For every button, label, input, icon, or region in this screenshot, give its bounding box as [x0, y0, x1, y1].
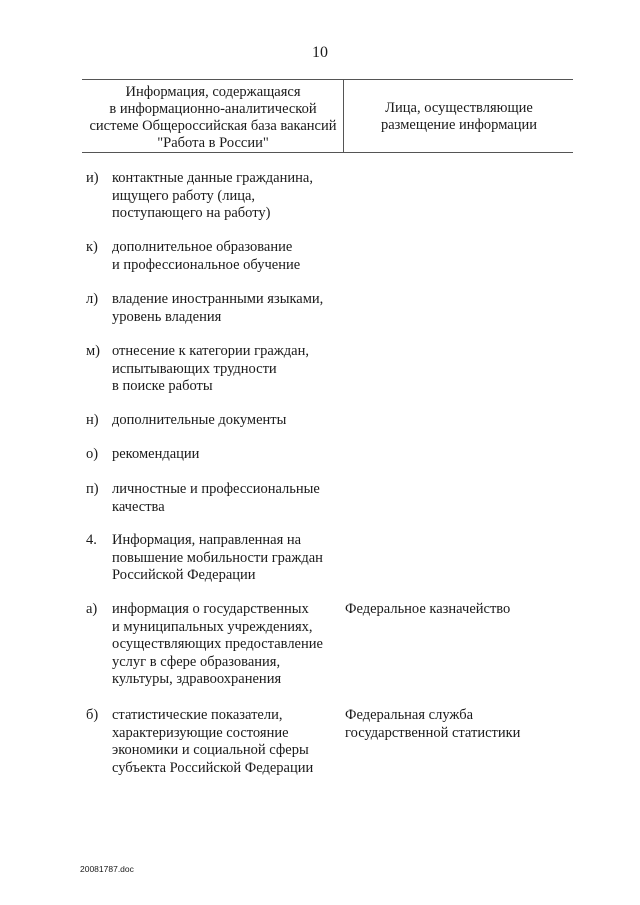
row-marker: к) — [86, 239, 98, 255]
row-marker: м) — [86, 343, 101, 359]
row-marker: б) — [86, 707, 99, 723]
row-text: контактные данные гражданина, ищущего работу (лица, поступающего на работу) — [112, 170, 313, 221]
row-marker: о) — [86, 446, 99, 462]
document-filename: 20081787.doc — [80, 864, 134, 874]
page-number: 10 — [312, 44, 328, 61]
table-header-bottom-rule — [82, 152, 573, 153]
row-responsible: Федеральная служба государственной статистики — [345, 707, 521, 741]
row-marker: л) — [86, 291, 99, 307]
table-top-rule — [82, 79, 573, 80]
row-text: отнесение к категории граждан, испытывающих трудности в поиске работы — [112, 343, 309, 394]
row-marker: н) — [86, 412, 99, 428]
row-text: владение иностранными языками, уровень владения — [112, 291, 324, 325]
row-text: личностные и профессиональные качества — [112, 481, 320, 515]
row-marker: и) — [86, 170, 99, 186]
row-text: дополнительные документы — [112, 412, 287, 428]
row-text: Информация, направленная на повышение мобильности граждан Российской Федерации — [112, 532, 323, 583]
row-text: статистические показатели, характеризующие состояние экономики и социальной сферы субъекта Российской Федерации — [112, 707, 314, 776]
row-marker: а) — [86, 601, 98, 617]
row-text: дополнительное образование и профессиональное обучение — [112, 239, 301, 273]
row-responsible: Федеральное казначейство — [345, 601, 511, 617]
row-marker: п) — [86, 481, 99, 497]
row-text: рекомендации — [112, 446, 200, 462]
row-marker: 4. — [86, 532, 97, 548]
table-header-right: Лица, осуществляющие размещение информации — [381, 100, 537, 133]
table-header-left: Информация, содержащаяся в информационно-аналитической системе Общероссийская база вакансий "Работа в России" — [89, 84, 337, 151]
row-text: информация о государственных и муниципальных учреждениях, осуществляющих предоставление услуг в сфере образования, культуры, здравоохранения — [112, 601, 323, 687]
